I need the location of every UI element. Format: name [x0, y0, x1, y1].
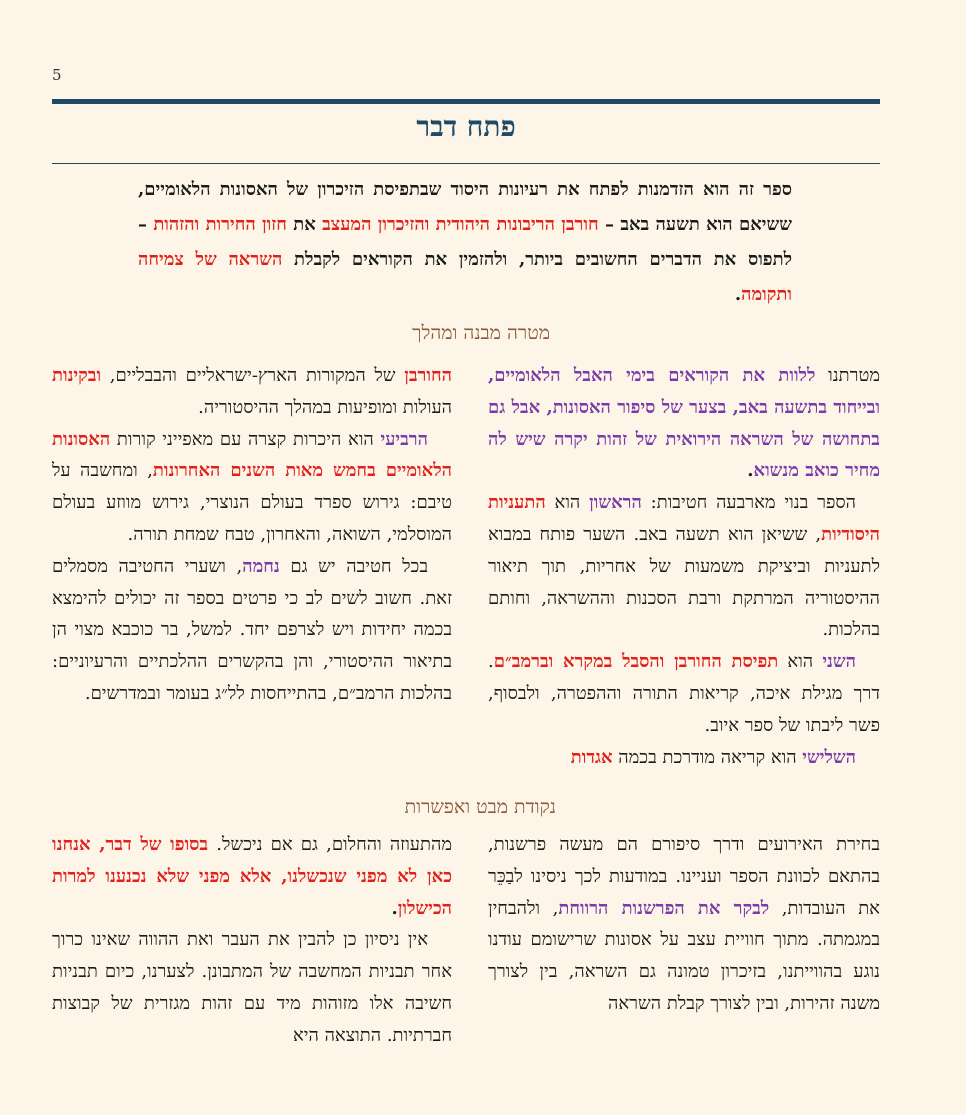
highlight-text: החורבן [404, 365, 452, 386]
highlight-text: חורבן הריבונות היהודית והזיכרון המעצב [322, 214, 599, 235]
body-text: הספר בנוי מארבעה חטיבות: [641, 492, 856, 514]
highlight-text: התעניות היסודיות [488, 492, 880, 545]
paragraph [488, 829, 880, 1020]
body-text: אין ניסיון כן להבין את העבר ואת ההווה שאינו כרוך אחר תבניות המחשבה של המתבונן. לצערנו, כיום תבניות חשיבה אלו מזוהות מיד עם זהות מגזרית של קבוצות חברתיות. התוצאה היא [52, 929, 452, 1046]
body-text: , ושערי החטיבה מסמלים זאת. חשוב לשים לב כי פרטים בספר זה יכולים להימצא בכמה יחידות ויש לצרפם יחד. למשל, בר כוכבא מצוי הן בתיאור ההיסטורי, והן בהקשרים ההלכתיים והרעיוניים: בהלכות הרמב״ם, בהתייחסות לל״ג בעומר ובמדרשים. [52, 555, 452, 704]
column-left-section1 [52, 360, 452, 780]
body-text: את [286, 214, 323, 235]
highlight-text: . [747, 460, 754, 482]
paragraph [52, 829, 452, 924]
column-right-section2 [488, 829, 880, 1061]
body-text: העולות ומופיעות במהלך ההיסטוריה. [198, 396, 452, 418]
paragraph [488, 487, 880, 646]
body-text: ספר זה הוא הזדמנות לפתח את רעיונות היסוד שבתפיסת הזיכרון של האסונות הלאומיים, ששיאם הוא תשעה באב – [138, 179, 792, 235]
highlight-text: הרביעי [380, 428, 428, 450]
body-text: בחירת האירועים ודרך סיפורם הם מעשה פרשנות, בהתאם לכוונת הספר ועניינו. במודעות לכך ניסינו לבַכֵּר את העובדות, [488, 834, 880, 919]
paragraph [52, 424, 452, 551]
body-text: – לתפוס את הדברים החשובים ביותר, ולהזמין את הקוראים לקבלת [138, 214, 792, 270]
body-text: הוא היכרות קצרה עם מאפייני קורות [110, 428, 381, 450]
paragraph [488, 360, 880, 487]
column-right-section1 [488, 360, 880, 780]
highlight-text: לבקר את הפרשנות הרווחת [558, 897, 770, 919]
title-rule [52, 163, 880, 164]
highlight-text: תפיסת החורבן והסבל במקרא וברמב״ם [493, 651, 779, 673]
body-text: , ששיאן הוא תשעה באב. השער פותח במבוא לתעניות וביציקת משמעות של אחריות, תוך תיאור ההיסטוריה המרתקת ורבת הסכנות וההשראה, וחותם בהלכות. [488, 523, 880, 641]
body-text: מטרתנו [815, 365, 880, 386]
paragraph [52, 360, 452, 424]
body-text: הוא [778, 651, 823, 673]
highlight-text: חזון החירות והזהות [153, 214, 287, 235]
highlight-text: ובקינות [52, 365, 102, 386]
highlight-text: השני [822, 651, 856, 673]
page-title: פתח דבר [416, 110, 516, 143]
body-text: של המקורות הארץ-ישראליים והבבליים, [101, 365, 405, 386]
section-heading-viewpoint: נקודת מבט ואפשרות [404, 796, 556, 818]
body-text: , ומחשבה על טיבם: גירוש ספרד בעולם הנוצרי, גירוש מווזע בעולם המוסלמי, השואה, והאחרון, טבח שמחת תורה. [52, 460, 452, 545]
highlight-text: האסונות הלאומיים בחמש מאות השנים האחרונות [52, 428, 452, 482]
highlight-text: אגדות [570, 746, 613, 768]
body-text: הוא קריאה מודרכת בכמה [612, 746, 803, 768]
highlight-text: השראה של צמיחה ותקומה [138, 249, 792, 305]
paragraph [52, 924, 452, 1051]
highlight-text: בסופו של דבר, אנחנו כאן לא מפני שנכשלנו, אלא מפני שלא נכנענו למרות הכישלון [52, 834, 452, 919]
body-text: מהתעוזה והחלום, גם אם ניכשל. [208, 834, 452, 855]
section-heading-goal: מטרה מבנה ומהלך [412, 322, 550, 344]
body-text: הוא [545, 492, 590, 514]
page-number: 5 [52, 66, 62, 84]
body-text: בכל חטיבה יש גם [279, 555, 428, 577]
highlight-text: . [391, 897, 398, 919]
paragraph [488, 742, 880, 774]
body-text: . [734, 284, 742, 305]
intro-paragraph [138, 172, 792, 312]
top-rule [52, 99, 880, 104]
highlight-text: השלישי [802, 746, 856, 768]
paragraph [52, 551, 452, 710]
body-text: , ולהבחין במגמתה. מתוך חוויית עצב על אסונות שרישומם עודנו נוגע בהווייתנו, בזיכרון טמונה גם השראה, בין לצורך משנה זהירות, ובין לצורך קבלת השראה [488, 897, 880, 1014]
highlight-text: הראשון [589, 492, 642, 514]
highlight-text: נחמה [242, 555, 280, 577]
paragraph [488, 646, 880, 741]
body-text: . דרך מגילת איכה, קריאות התורה וההפטרה, ולבסוף, פשר ליבתו של ספר איוב. [488, 651, 880, 736]
column-left-section2 [52, 829, 452, 1061]
highlight-text: ללוות את הקוראים בימי האבל הלאומיים, ובייחוד בתשעה באב, בצער של סיפור האסונות, אבל גם בתחושה של השראה הירואית של זהות יקרה שיש לה מחיר כואב מנשוא [488, 365, 880, 482]
